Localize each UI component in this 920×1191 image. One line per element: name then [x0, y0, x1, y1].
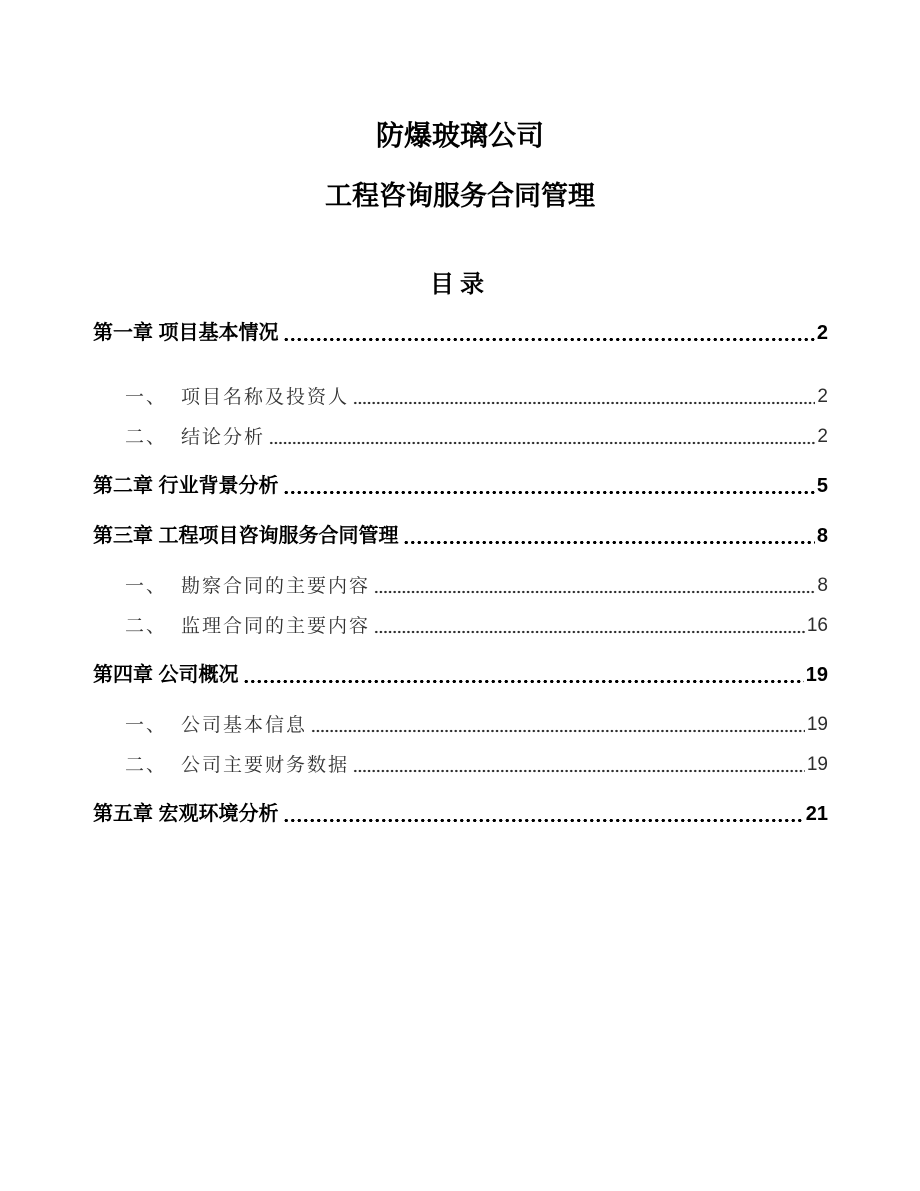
toc-leader-dots — [283, 313, 815, 353]
toc-entry-number: 二、 — [125, 615, 168, 637]
toc-leader-dots — [243, 655, 804, 695]
toc-entry[interactable] — [125, 745, 828, 785]
toc-entry[interactable] — [93, 655, 828, 695]
toc-entry-page: 8 — [816, 525, 828, 547]
toc-entry[interactable] — [125, 377, 828, 417]
toc-leader-dots — [353, 377, 815, 417]
document-title: 防爆玻璃公司 — [375, 120, 544, 151]
toc-entry-page: 19 — [806, 754, 828, 775]
toc-entry-page: 21 — [805, 803, 828, 825]
toc-entry-page: 16 — [806, 615, 828, 636]
toc-entry-label: 监理合同的主要内容 — [181, 615, 371, 637]
toc-entry[interactable] — [125, 566, 828, 606]
toc-entry-number: 一、 — [125, 714, 168, 736]
toc-entry-page: 8 — [817, 575, 828, 596]
toc-entry-label: 公司主要财务数据 — [181, 754, 350, 776]
toc-entry-page: 2 — [817, 386, 828, 407]
toc-leader-dots — [374, 606, 805, 646]
toc-entry-number: 一、 — [125, 386, 168, 408]
toc-entry-label: 项目名称及投资人 — [181, 386, 350, 408]
toc-entry-page: 19 — [806, 714, 828, 735]
toc-entry-label: 第二章 行业背景分析 — [93, 475, 279, 497]
toc-entry-label: 第四章 公司概况 — [93, 664, 239, 686]
toc-entry-label: 第三章 工程项目咨询服务合同管理 — [93, 525, 399, 547]
toc-entry-page: 2 — [817, 426, 828, 447]
toc-entry[interactable] — [125, 417, 828, 457]
toc-entry-label: 第一章 项目基本情况 — [93, 322, 279, 344]
toc-entry[interactable] — [125, 606, 828, 646]
toc-leader-dots — [403, 516, 815, 556]
toc-entry[interactable] — [125, 705, 828, 745]
toc-entry-label: 公司基本信息 — [181, 714, 308, 736]
toc-heading: 目录 — [430, 271, 490, 298]
toc-list — [93, 313, 828, 834]
toc-entry-page: 2 — [816, 322, 828, 344]
toc-entry[interactable] — [93, 516, 828, 556]
toc-leader-dots — [311, 705, 805, 745]
toc-leader-dots — [353, 745, 805, 785]
toc-leader-dots — [374, 566, 815, 606]
toc-entry-page: 5 — [816, 475, 828, 497]
toc-entry[interactable] — [93, 794, 828, 834]
toc-entry-number: 二、 — [125, 426, 168, 448]
toc-entry[interactable] — [93, 313, 828, 353]
toc-leader-dots — [283, 466, 815, 506]
toc-entry-label: 第五章 宏观环境分析 — [93, 803, 279, 825]
toc-entry-number: 二、 — [125, 754, 168, 776]
toc-entry-label: 结论分析 — [181, 426, 266, 448]
toc-leader-dots — [269, 417, 815, 457]
toc-leader-dots — [283, 794, 804, 834]
document-subtitle: 工程咨询服务合同管理 — [325, 181, 595, 211]
toc-entry[interactable] — [93, 466, 828, 506]
toc-entry-number: 一、 — [125, 575, 168, 597]
toc-entry-page: 19 — [805, 664, 828, 686]
toc-entry-label: 勘察合同的主要内容 — [181, 575, 371, 597]
